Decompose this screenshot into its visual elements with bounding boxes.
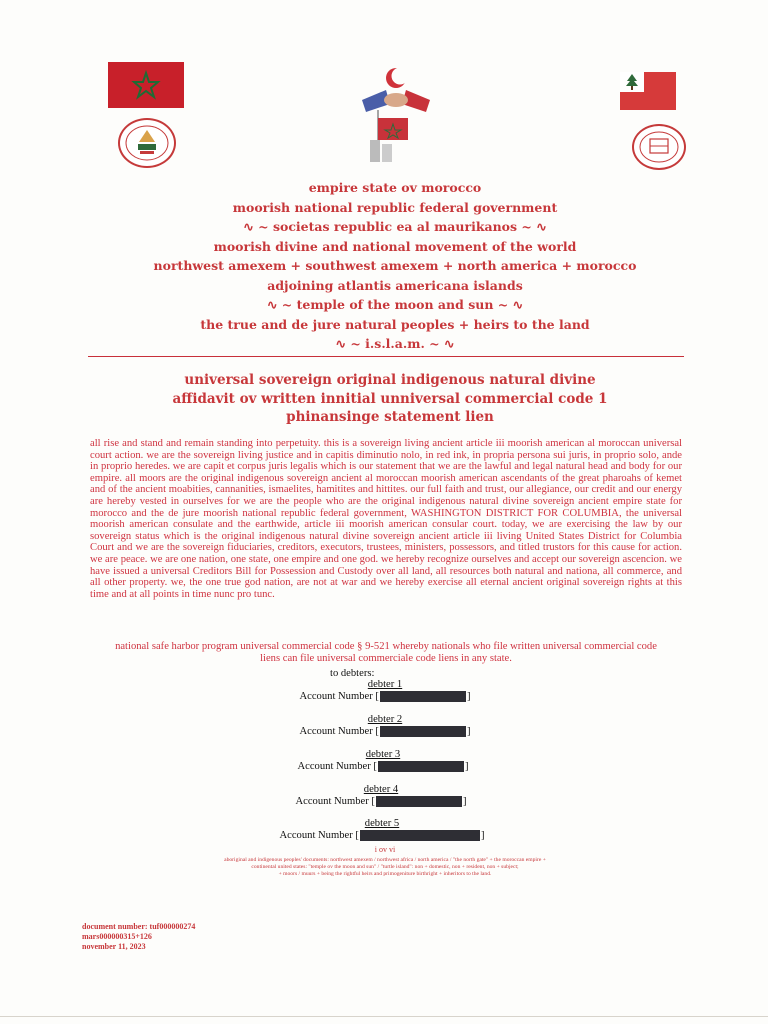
redaction-bar [380, 691, 466, 702]
right-seal-icon [632, 124, 686, 170]
debter-block [290, 714, 480, 738]
scan-edge-line [0, 1016, 768, 1017]
account-number-label: Account Number [297, 761, 371, 772]
heading-line: the true and de jure natural peoples + heirs to the land [200, 316, 590, 332]
heading-line: moorish national republic federal government [232, 199, 558, 215]
redaction-bar [360, 830, 480, 841]
safe-harbor-statement: national safe harbor program universal commercial code § 9-521 whereby nationals who file written universal commercial code liens can file universal commerciale code liens in any state. [115, 641, 657, 664]
heading-line: ∿ ~ i.s.l.a.m. ~ ∿ [335, 336, 455, 351]
account-number-row: Account Number [ ] [297, 761, 469, 772]
document-date: november 11, 2023 [82, 942, 146, 951]
title-line: universal sovereign original indigenous natural divine [184, 372, 596, 388]
morocco-flag-icon [108, 62, 184, 108]
account-number-row: Account Number [ ] [299, 726, 471, 737]
pine-tree-flag-icon [620, 72, 676, 110]
letterhead-heading [100, 178, 690, 354]
debter-block [286, 784, 476, 808]
account-number-label: Account Number [299, 726, 373, 737]
account-number-row: Account Number [ ] [299, 691, 471, 702]
page-indicator: i ov vi [374, 845, 396, 854]
crescent-handshake-emblem-icon [356, 66, 436, 170]
left-seal-icon [118, 118, 176, 168]
heading-line: moorish divine and national movement of the world [213, 238, 577, 254]
pine-tree-icon [625, 74, 639, 90]
account-number-row: Account Number [ ] [295, 796, 467, 807]
heading-line: ∿ ~ temple of the moon and sun ~ ∿ [266, 297, 524, 312]
account-number-row: Account Number [ ] [279, 830, 485, 841]
document-title [120, 371, 660, 427]
green-star-icon [131, 70, 161, 100]
redaction-bar [378, 761, 464, 772]
account-number-label: Account Number [295, 796, 369, 807]
debter-label: debter 5 [364, 818, 400, 829]
debter-label: debter 4 [363, 784, 399, 795]
redaction-bar [376, 796, 462, 807]
mars-number: mars000000315+126 [82, 932, 152, 941]
debter-block [290, 679, 480, 703]
heading-line: northwest amexem + southwest amexem + north america + morocco [153, 258, 637, 273]
debter-label: debter 1 [367, 679, 403, 690]
horizontal-divider [88, 356, 684, 357]
title-line: affidavit ov written innitial unniversal commercial code 1 [172, 390, 608, 407]
debter-block [288, 749, 478, 773]
redaction-bar [380, 726, 466, 737]
page-footer [150, 846, 620, 878]
heading-line: adjoining atlantis americana islands [267, 277, 523, 293]
debter-label: debter 3 [365, 749, 401, 760]
document-number: document number: tuf000000274 [82, 922, 196, 931]
debter-block [270, 818, 494, 842]
title-line: phinansinge statement lien [286, 409, 494, 425]
heading-line: ∿ ~ societas republic ea al maurikanos ~ ∿ [243, 219, 547, 234]
body-paragraph: all rise and stand and remain standing into perpetuity. this is a sovereign living ancient article iii moorish american al moroccan universal court action. we are the sovereign living justice and in capitis diminutio nolo, in red ink, in propria persona sui juris, in proprio solo, ande in proprio heredes. we are capit et corpus juris legalis which is our statement that we are the lawful and legal natural head and body for our empire. all moors are the original indigenous sovereign ancient al moroccan moorish american ascendants of the great pharoahs of kemet and of the ancient moabities, cannanities, ismaelites, hamitites and hittites. our full faith and trust, our allegiance, our credit and our energy are hereby vested in ourselves for we are the people who are the original indigenous natural divine sovereign ancient empire state for morocco and the de jure moorish national republic federal government, WASHINGTON DISTRICT FOR COLUMBIA, the universal moorish american consulate and the earthwide, article iii moorish american consular court. today, we are exercising the law by our sovereign status which is the original indigenous natural divine sovereign ancient article iii living United States District for Columbia Court and we are the sovereign fiduciaries, creditors, executors, trustees, ministers, possessors, and titled trustors for this cause for action. we are peace. we are one nation, one state, one empire and one god. we hereby recognize ourselves and accept our sovereign ascencion. we have issued a universal Creditors Bill for Possession and Custody over all land, all resources both natural and nationa, all commerce, and all other property. we, the one true god nation, are not at war and we hereby exercise all eternal ancient original sovereign rights at this time and at all points in time nunc pro tunc. [90, 438, 682, 600]
heading-line: empire state ov morocco [308, 180, 482, 195]
account-number-label: Account Number [299, 691, 373, 702]
to-debters-label: to debters: [330, 668, 375, 679]
footer-line: + moors / muurs + being the rightful heirs and primogeniture birthright + inheritors to the land. [278, 871, 492, 877]
document-info [82, 922, 195, 952]
account-number-label: Account Number [279, 830, 353, 841]
footer-line: aboriginal and indigenous peoples' documents: northwest amexem / northwest africa / north america / "the north gate" + the moroccan empire + [224, 857, 546, 863]
footer-line: continental united states: "temple ov the moon and sun" / "turtle island": non + domestic, non + resident, non + subject; [251, 864, 519, 870]
debter-label: debter 2 [367, 714, 403, 725]
